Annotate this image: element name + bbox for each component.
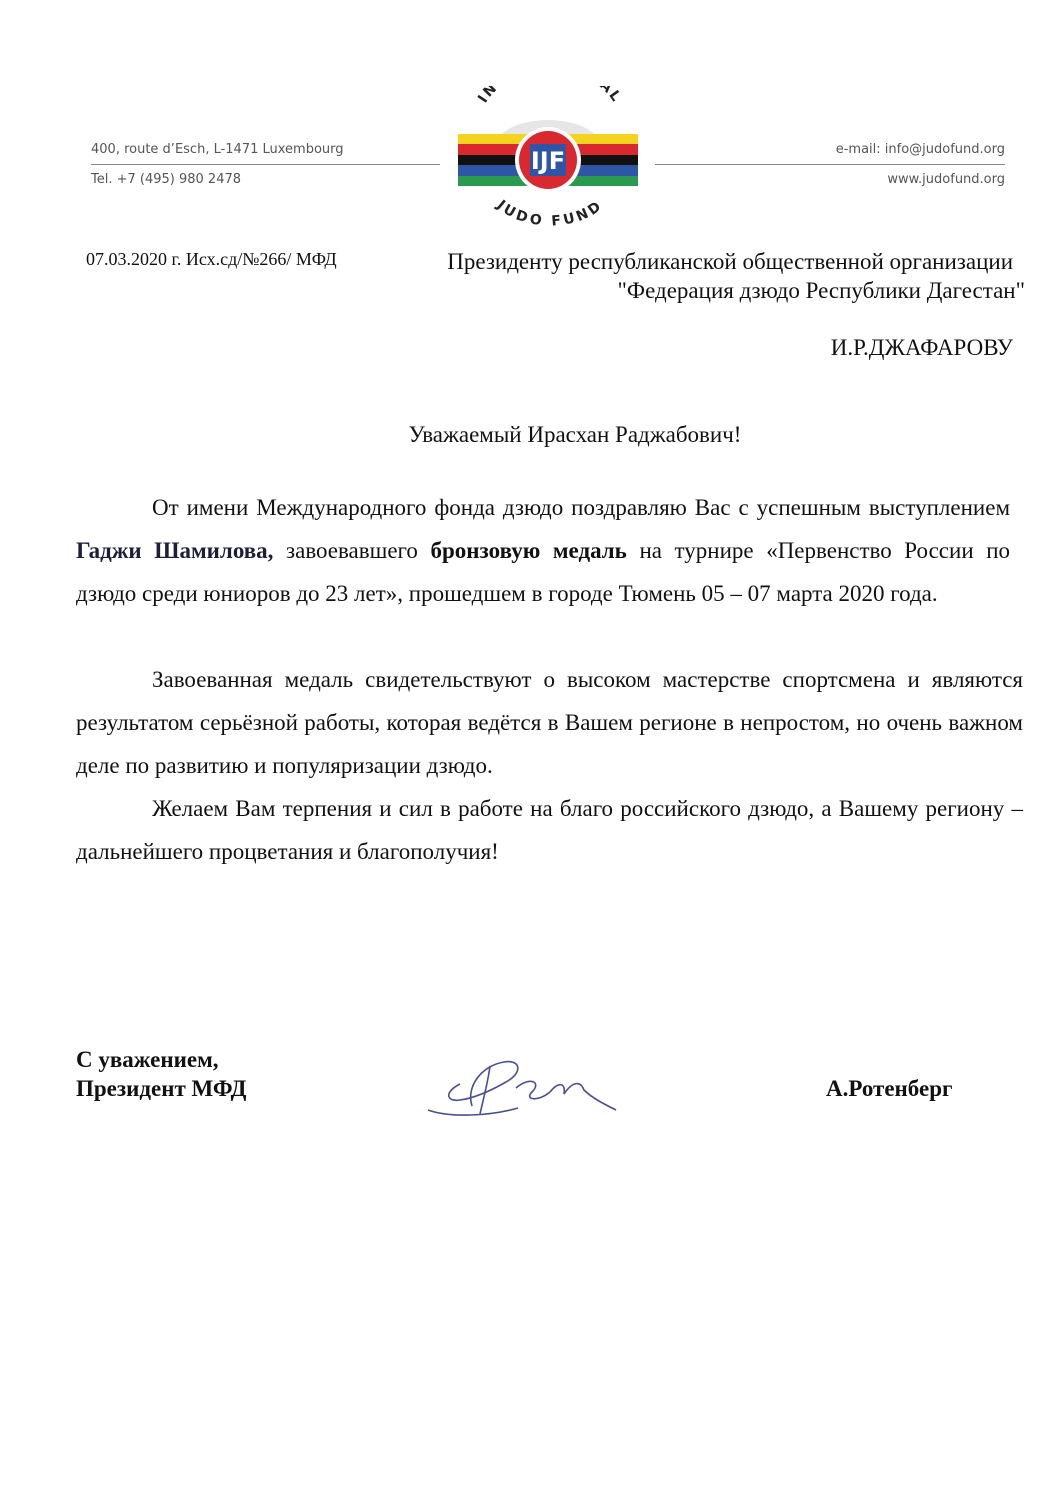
- body-paragraph-3: Желаем Вам терпения и сил в работе на благо российского дзюдо, а Вашему региону – дальнейшего процветания и благополучия!: [76, 796, 1023, 864]
- outgoing-reference: 07.03.2020 г. Исх.сд/№266/ МФД: [86, 249, 337, 269]
- closing-line-2: Президент МФД: [76, 1076, 247, 1101]
- letterhead-address: 400, route d’Esch, L-1471 Luxembourg: [91, 142, 344, 157]
- recipient-line-2: "Федерация дзюдо Республики Дагестан": [617, 278, 1025, 303]
- logo-center-text: IJF: [530, 147, 566, 175]
- letterhead-phone: Tel. +7 (495) 980 2478: [91, 172, 242, 187]
- letterhead-website: www.judofund.org: [887, 172, 1005, 187]
- svg-text:JUDO FUND: [493, 197, 606, 230]
- p1-text-a: От имени Международного фонда дзюдо поздравляю Вас с успешным выступлением: [152, 495, 1010, 520]
- body-paragraph-1: [76, 486, 1010, 615]
- svg-text:INTERNATIONAL: [475, 86, 625, 106]
- recipient-name: И.Р.ДЖАФАРОВУ: [830, 335, 1013, 360]
- athlete-name: Гаджи Шамилова,: [76, 538, 274, 563]
- medal-text: бронзовую медаль: [430, 538, 627, 563]
- salutation: Уважаемый Ирасхан Раджабович!: [408, 422, 742, 447]
- p1-text-b: завоевавшего: [273, 538, 431, 563]
- signer-name: А.Ротенберг: [826, 1076, 953, 1101]
- letterhead-rule-left: [91, 164, 440, 165]
- ijf-logo: [452, 86, 644, 234]
- p1-text-c: на турнире «Первенство России по дзюдо среди юниоров до 23 лет», прошедшем в городе Тюмень 05 – 07 марта 2020 года.: [76, 538, 1011, 606]
- recipient-line-1: Президенту республиканской общественной организации: [447, 249, 1013, 274]
- body-paragraph-2: Завоеванная медаль свидетельствуют о высоком мастерстве спортсмена и являются результатом серьёзной работы, которая ведётся в Вашем регионе в непростом, но очень важном деле по развитию и популяризации дзюдо.: [76, 667, 1023, 778]
- letterhead-rule-right: [655, 164, 1005, 165]
- signature: [420, 1048, 620, 1124]
- logo-top-text: IN AL: [475, 86, 625, 107]
- logo-bottom-text: JUDO FUND: [493, 197, 607, 230]
- closing-line-1: С уважением,: [76, 1047, 219, 1072]
- letterhead-email: e-mail: info@judofund.org: [835, 142, 1005, 157]
